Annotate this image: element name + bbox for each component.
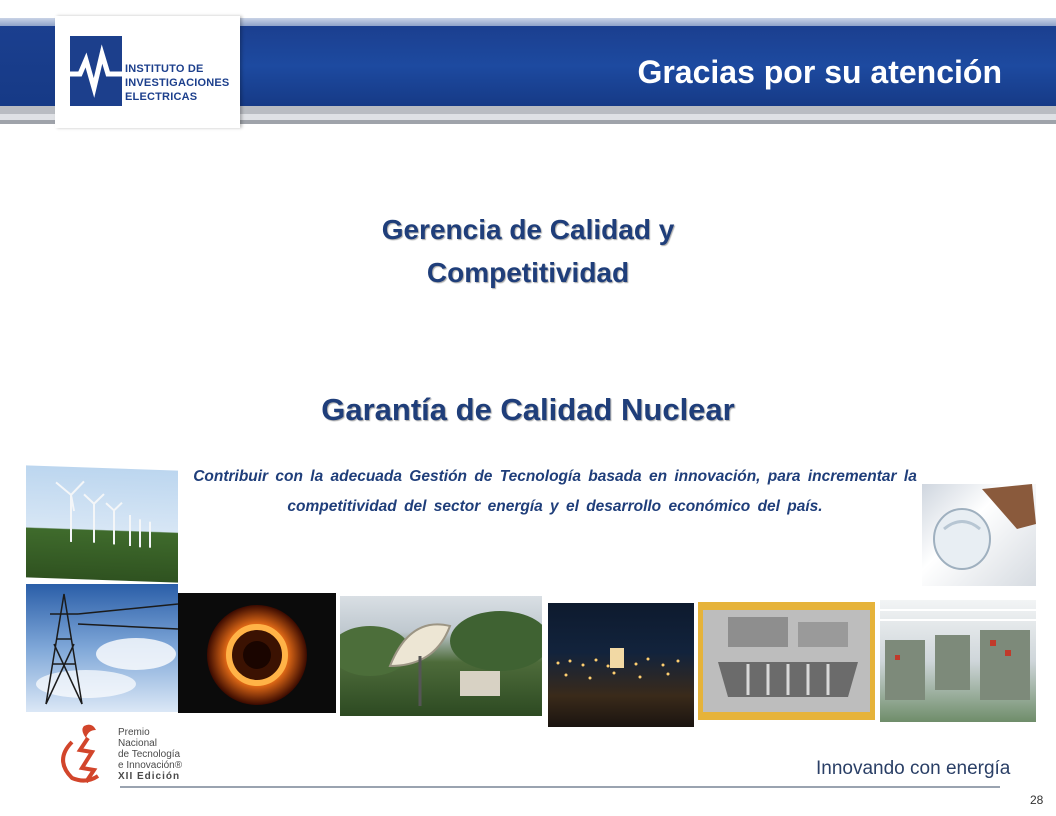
slide-title: Gracias por su atención <box>637 54 1002 90</box>
award-line-5: XII Edición <box>118 771 181 782</box>
page-number: 28 <box>1030 793 1044 807</box>
mission-statement: Contribuir con la adecuada Gestión de Tecnología basada en innovación, para incrementar la competitividad del sector energía y el desarrollo económico del país. <box>193 468 917 515</box>
award-line-1: Premio <box>118 727 150 738</box>
turbine-cutaway-photo <box>698 602 875 720</box>
award-line-2: Nacional <box>118 738 157 749</box>
award-line-4: e Innovación® <box>118 760 183 771</box>
logo-line-3: ELECTRICAS <box>125 91 198 103</box>
iie-logo-mark-icon <box>70 36 122 106</box>
power-tower-photo <box>26 584 178 712</box>
slogan: Innovando con energía <box>816 758 1011 779</box>
award-logo-icon <box>52 720 116 786</box>
glowing-ring-photo <box>178 593 336 713</box>
award-line-3: de Tecnología <box>118 749 181 760</box>
main-title-line-1: Gerencia de Calidad y <box>381 214 675 245</box>
iie-logo <box>55 16 240 128</box>
main-title-line-2: Competitividad <box>426 257 630 288</box>
wind-turbines-photo <box>26 465 178 582</box>
satellite-dish-photo <box>340 596 542 716</box>
iie-logo-text <box>125 62 229 104</box>
logo-line-1: INSTITUTO DE <box>125 63 204 75</box>
main-subtitle: Garantía de Calidad Nuclear <box>321 392 735 427</box>
city-at-night-photo <box>548 603 694 727</box>
hand-holding-device-photo <box>922 484 1036 586</box>
award-text <box>118 727 182 782</box>
logo-line-2: INVESTIGACIONES <box>125 77 230 89</box>
footer-divider <box>120 786 1000 788</box>
control-room-photo <box>880 600 1036 722</box>
